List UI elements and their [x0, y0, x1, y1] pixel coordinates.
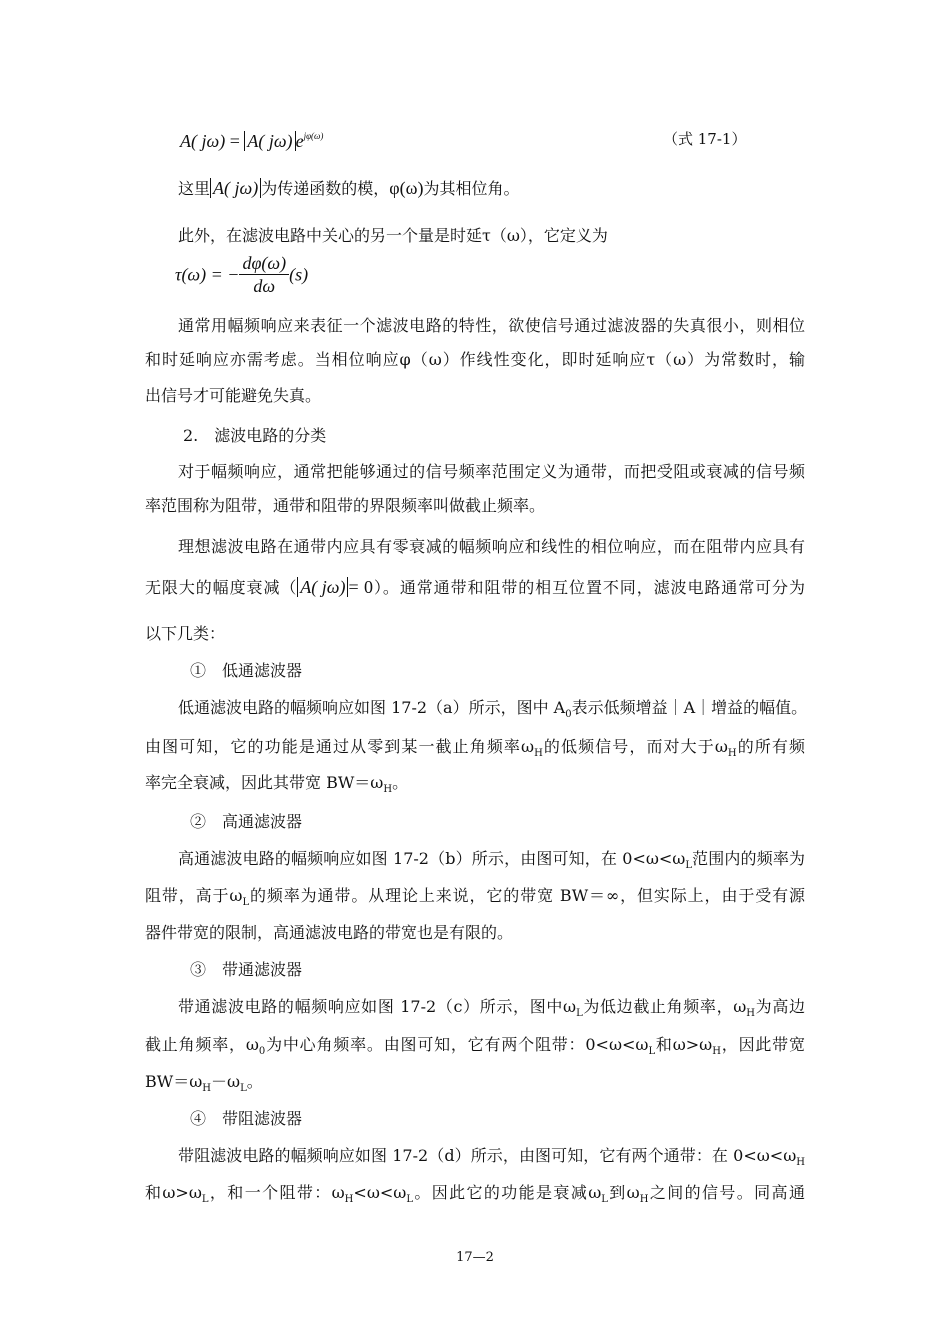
text: 。因此它的功能是衰减ω [412, 1183, 602, 1202]
text: ）。通常通带和阻带的相互位置不同，滤波电路通常可分为 [373, 578, 805, 597]
item2-line3: 器件带宽的限制，高通滤波电路的带宽也是有限的。 [145, 923, 514, 942]
item2-title: ② 高通滤波器 [190, 812, 303, 831]
eq2-numerator: dφ(ω) [239, 252, 289, 275]
text: 高通滤波电路的幅频响应如图 17-2（b）所示，由图可知，在 0<ω<ω [178, 849, 686, 868]
eq2-unit: (s) [289, 264, 309, 285]
section-heading-2: 2. 滤波电路的分类 [183, 426, 327, 445]
text: 率完全衰减，因此其带宽 BW＝ω [145, 773, 384, 792]
text: <ω<ω [353, 1183, 407, 1202]
equation-17-1 [180, 124, 323, 153]
item3-line3 [145, 1071, 263, 1100]
eq2-fraction [239, 252, 289, 297]
para1-line3: 出信号才可能避免失真。 [145, 386, 322, 405]
text: 范围内的频率为 [692, 849, 805, 868]
equation-delay [175, 252, 308, 297]
item3-line1 [178, 996, 805, 1025]
text: 之间的信号。同高通 [648, 1183, 805, 1202]
para3-line3: 以下几类： [145, 624, 226, 643]
phase-symbol: φ(ω) [389, 178, 424, 198]
sub: H [344, 1194, 354, 1205]
sub: L [576, 1008, 583, 1019]
text: 带阻滤波电路的幅频响应如图 17-2（d）所示，由图可知，它有两个通带：在 0<ω<ω [178, 1146, 797, 1165]
sub: L [242, 897, 250, 908]
item2-line2 [145, 885, 805, 914]
sub: L [240, 1083, 247, 1094]
delay-intro: 此外，在滤波电路中关心的另一个量是时延τ（ω），它定义为 [178, 226, 608, 245]
sub: 0 [565, 709, 572, 720]
zero-attenuation-abs: A( jω) [297, 577, 348, 597]
item4-title: ④ 带阻滤波器 [190, 1109, 303, 1128]
item2-line1 [178, 848, 805, 877]
text: 为高边 [755, 997, 805, 1016]
text: 为传递函数的模， [261, 179, 390, 198]
sub: H [727, 748, 737, 759]
eq1-equals: = [229, 131, 240, 151]
item3-line2 [145, 1034, 805, 1063]
text: BW＝ω [145, 1072, 203, 1091]
text: －ω [211, 1072, 241, 1091]
item1-line2 [145, 736, 805, 765]
sub: L [685, 860, 692, 871]
eq2-denominator: dω [253, 276, 276, 296]
eq1-e: e [295, 131, 304, 151]
sub: H [639, 1194, 649, 1205]
text: 截止角频率，ω [145, 1035, 259, 1054]
text: ，因此带宽 [720, 1035, 805, 1054]
sub: H [534, 748, 543, 759]
item1-line3 [145, 772, 408, 801]
text: 。 [246, 1072, 263, 1091]
text: 由图可知，它的功能是通过从零到某一截止角频率ω [145, 737, 535, 756]
item4-line1 [178, 1145, 805, 1174]
item1-title: ① 低通滤波器 [190, 661, 303, 680]
sub: H [746, 1008, 756, 1019]
page-number: 17—2 [456, 1250, 494, 1265]
sub: H [383, 784, 393, 795]
modulus-abs: A( jω) [210, 178, 261, 198]
text: 和ω>ω [145, 1183, 202, 1202]
item3-title: ③ 带通滤波器 [190, 960, 303, 979]
sub: L [201, 1194, 209, 1205]
eq1-exponent: jφ(ω) [303, 131, 324, 141]
sub: H [712, 1046, 721, 1057]
sub: L [601, 1194, 608, 1205]
para1-line2: 和时延响应亦需考虑。当相位响应φ（ω）作线性变化，即时延响应τ（ω）为常数时，输 [145, 350, 805, 369]
para3-line1: 理想滤波电路在通带内应具有零衰减的幅频响应和线性的相位响应，而在阻带内应具有 [178, 537, 805, 556]
modulus-line [178, 177, 519, 200]
eq1-lhs: A( jω) [180, 131, 226, 151]
text: 无限大的幅度衰减（ [145, 578, 298, 597]
equation-label: （式 17-1） [663, 130, 747, 148]
para3-line2 [145, 576, 805, 599]
sub: H [202, 1083, 211, 1094]
item4-line2 [145, 1182, 805, 1211]
text: 为其相位角。 [423, 179, 520, 198]
para2-line1: 对于幅频响应，通常把能够通过的信号频率范围定义为通带，而把受阻或衰减的信号频 [178, 462, 805, 481]
text: 为低边截止角频率，ω [582, 997, 747, 1016]
text: 阻带，高于ω [145, 886, 243, 905]
sub: L [648, 1046, 656, 1057]
text: 到ω [607, 1183, 640, 1202]
text: 表示低频增益｜A｜增益的幅值。 [571, 698, 808, 717]
text: 的低频信号，而对大于ω [542, 737, 728, 756]
text: 带通滤波电路的幅频响应如图 17-2（c）所示，图中ω [178, 997, 577, 1016]
text: 。 [392, 773, 409, 792]
sub: H [796, 1157, 805, 1168]
text: 的所有频 [736, 737, 805, 756]
text: 这里 [178, 179, 211, 198]
equals-zero: = 0 [348, 577, 374, 597]
para1-line1: 通常用幅频响应来表征一个滤波电路的特性，欲使信号通过滤波器的失真很小，则相位 [178, 316, 805, 335]
sub: 0 [258, 1046, 266, 1057]
text: 的频率为通带。从理论上来说，它的带宽 BW＝∞，但实际上，由于受有源 [249, 886, 805, 905]
eq1-abs: A( jω) [244, 131, 295, 151]
text: 低通滤波电路的幅频响应如图 17-2（a）所示，图中 A [178, 698, 566, 717]
text: 和ω>ω [655, 1035, 713, 1054]
text: ，和一个阻带：ω [208, 1183, 345, 1202]
text: 为中心角频率。由图可知，它有两个阻带：0<ω<ω [265, 1035, 649, 1054]
eq2-lhs: τ(ω) = − [175, 264, 240, 285]
sub: L [406, 1194, 413, 1205]
para2-line2: 率范围称为阻带，通带和阻带的界限频率叫做截止频率。 [145, 496, 546, 515]
item1-line1 [178, 697, 808, 726]
